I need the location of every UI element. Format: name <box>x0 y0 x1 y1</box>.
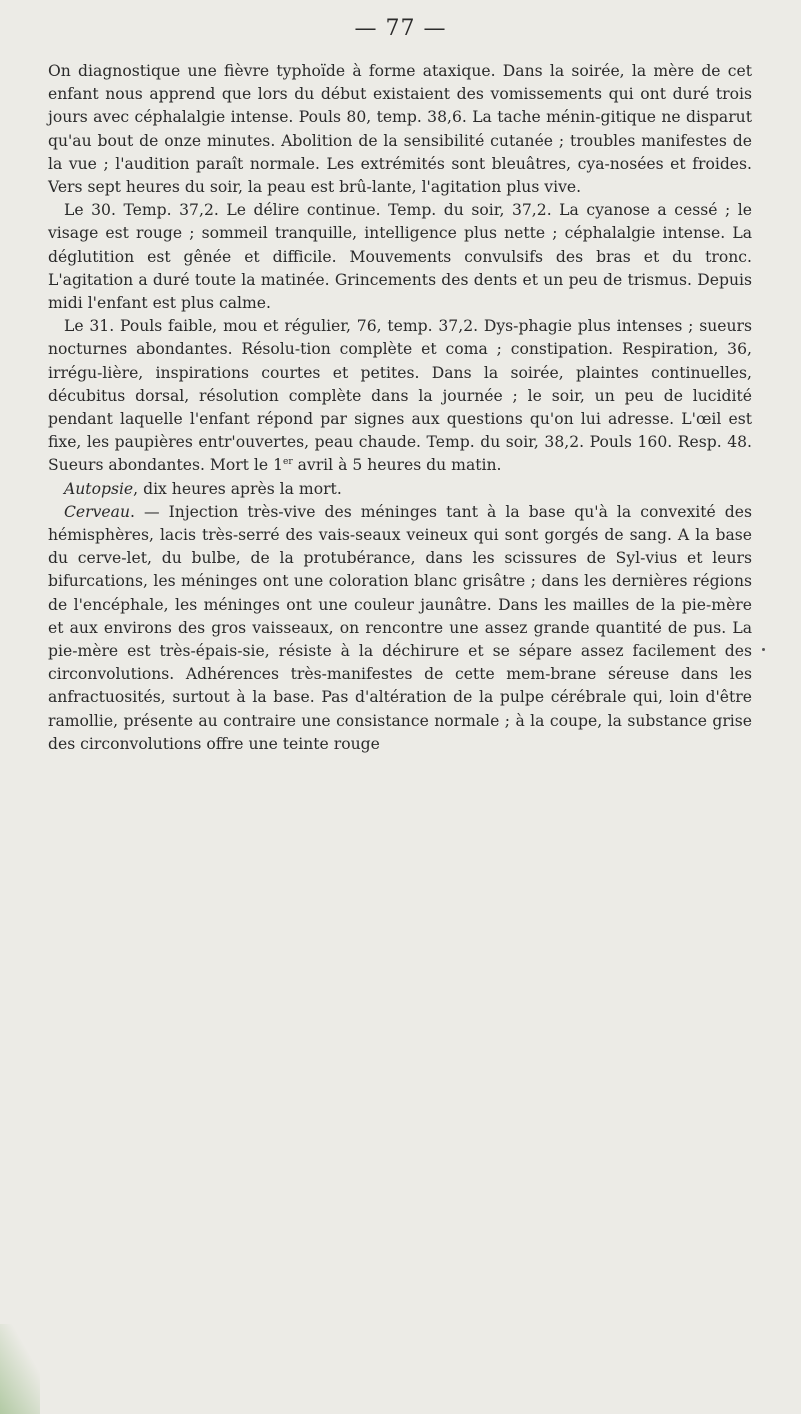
autopsy-text: , dix heures après la mort. <box>133 479 342 498</box>
date-ordinal: er <box>283 457 293 468</box>
paragraph-autopsy <box>48 478 752 501</box>
brain-text: . — Injection très-vive des méninges tant à la base qu'à la convexité des hémisphères, lacis très-serré des vais-seaux veineux qui sont gorgés de sang. A la base du cerve-let, du bulbe, de la protubérance, dans les scissures de Syl-vius et leurs bifurcations, les méninges ont une coloration blanc grisâtre ; dans les dernières régions de l'encéphale, les méninges ont une couleur jaunâtre. Dans les mailles de la pie-mère et aux environs des gros vaisseaux, on rencontre une assez grande quantité de pus. La pie-mère est très-épais-sie, résiste à la déchirure et se sépare assez facilement des circonvolutions. Adhérences très-manifestes de cette mem-brane séreuse dans les anfractuosités, surtout à la base. Pas d'altération de la pulpe cérébrale qui, loin d'être ramollie, présente au contraire une consistance normale ; à la coupe, la substance grise des circonvolutions offre une teinte rouge <box>48 502 752 753</box>
date-number: 1 <box>273 456 283 475</box>
paragraph-diagnosis: On diagnostique une fièvre typhoïde à forme ataxique. Dans la soirée, la mère de cet enfant nous apprend que lors du début existaient des vomissements qui ont duré trois jours avec céphalalgie intense. Pouls 80, temp. 38,6. La tache ménin-gitique ne disparut qu'au bout de onze minutes. Abolition de la sensibilité cutanée ; troubles manifestes de la vue ; l'audition paraît normale. Les extrémités sont bleuâtres, cya-nosées et froides. Vers sept heures du soir, la peau est brû-lante, l'agitation plus vive. <box>48 62 752 197</box>
page-number: — 77 — <box>354 16 447 41</box>
brain-heading: Cerveau <box>64 502 130 521</box>
autopsy-heading: Autopsie <box>64 479 134 498</box>
paragraph-day-31 <box>48 315 752 477</box>
paragraph-day-30: Le 30. Temp. 37,2. Le délire continue. Temp. du soir, 37,2. La cyanose a cessé ; le visage est rouge ; sommeil tranquille, intelligence plus nette ; céphalalgie intense. La déglutition est gênée et difficile. Mouvements convulsifs des bras et du tronc. L'agitation a duré toute la matinée. Grincements des dents et un peu de trismus. Depuis midi l'enfant est plus calme. <box>48 201 752 313</box>
paragraph-brain <box>48 501 752 756</box>
paragraph-day-31-end: avril à 5 heures du matin. <box>292 456 502 475</box>
body-text <box>48 60 752 756</box>
paragraph-day-31-text: Le 31. Pouls faible, mou et régulier, 76, temp. 37,2. Dys-phagie plus intenses ; sueurs nocturnes abondantes. Résolu-tion complète et coma ; constipation. Respiration, 36, irrégu-lière, inspirations courtes et petites. Dans la soirée, plaintes continuelles, décubitus dorsal, résolution complète dans la journée ; le soir, un peu de lucidité pendant laquelle l'enfant répond par signes aux questions qu'on lui adresse. L'œil est fixe, les paupières entr'ouvertes, peau chaude. Temp. du soir, 38,2. Pouls 160. Resp. 48. Sueurs abondantes. Mort le <box>48 317 752 475</box>
page-corner-stain <box>0 1324 40 1414</box>
margin-speck <box>762 648 765 651</box>
